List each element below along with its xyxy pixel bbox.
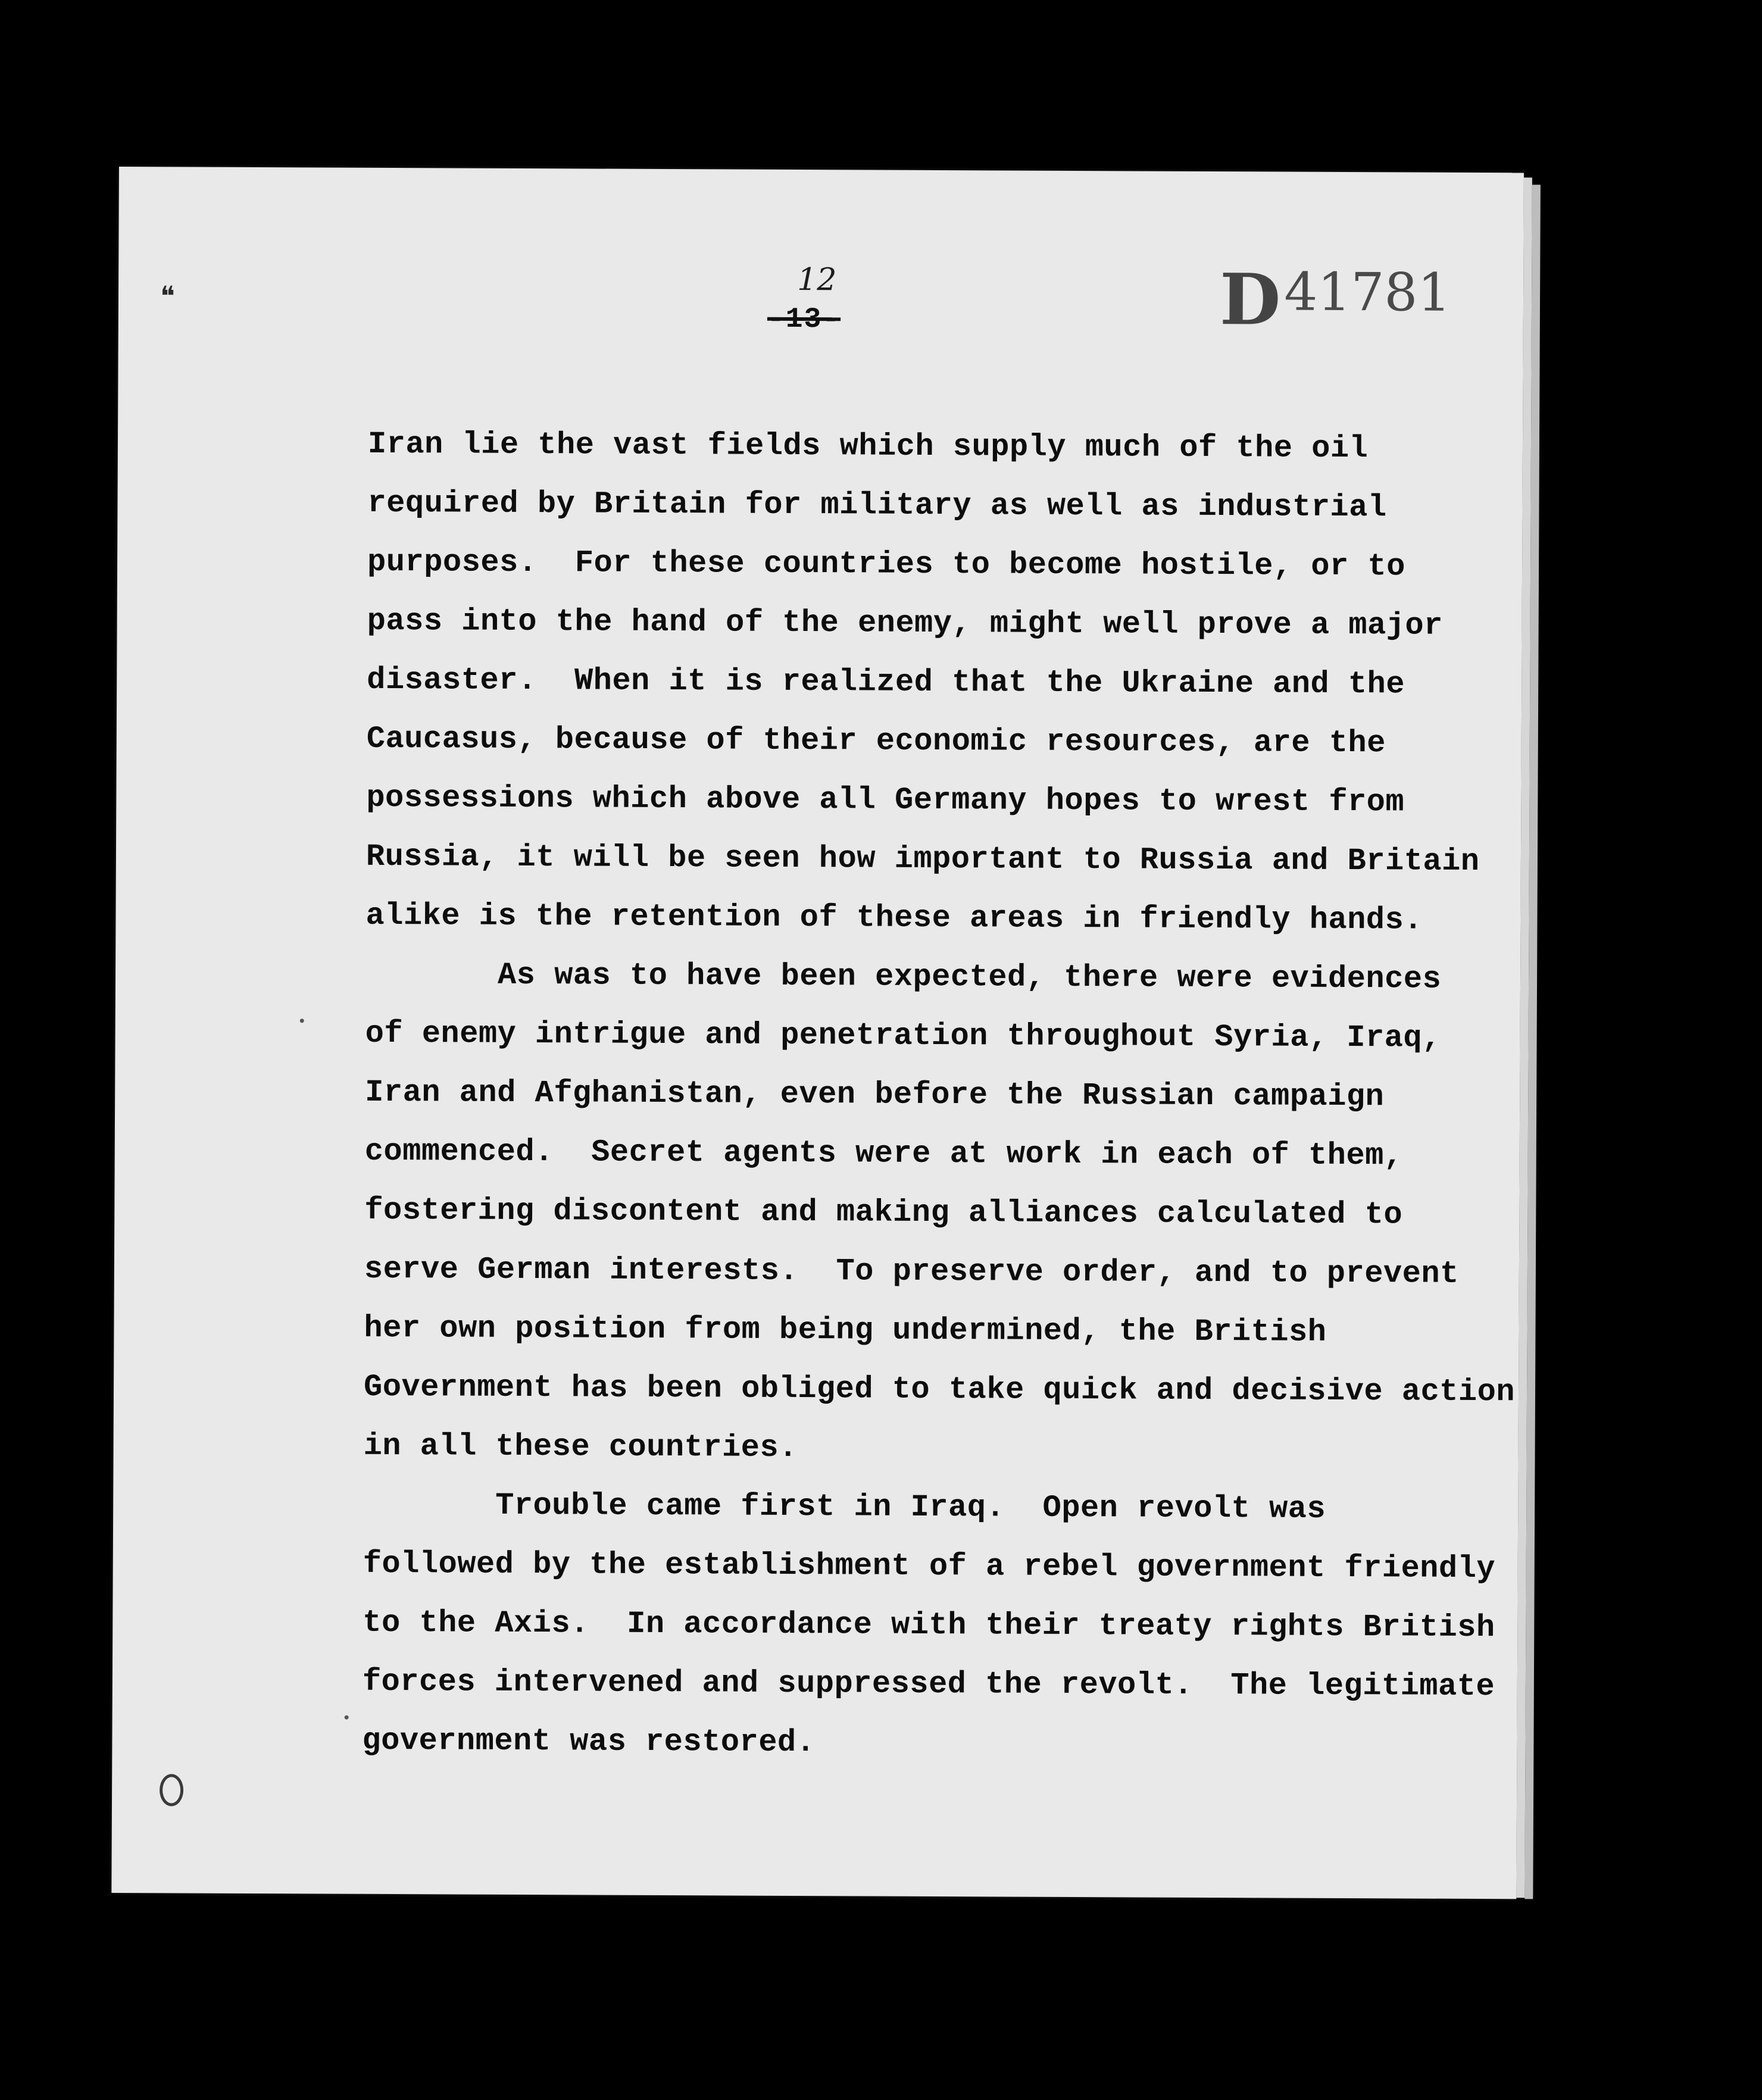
text-line: Iran and Afghanistan, even before the Russian campaign (365, 1074, 1385, 1115)
handwritten-page-mark: 12 (797, 261, 837, 298)
text-line: Trouble came first in Iraq. Open revolt was (363, 1487, 1326, 1527)
text-line: serve German interests. To preserve order, and to prevent (364, 1251, 1459, 1292)
ink-speck (300, 1018, 304, 1023)
text-line: followed by the establishment of a rebel government friendly (363, 1546, 1496, 1587)
text-line: pass into the hand of the enemy, might well prove a major (367, 603, 1443, 643)
text-line: Caucasus, because of their economic resources, are the (366, 721, 1386, 761)
text-line: to the Axis. In accordance with their treaty rights British (363, 1605, 1495, 1646)
ink-speck (345, 1715, 349, 1720)
text-line: government was restored. (362, 1723, 816, 1761)
document-body (362, 415, 1516, 1775)
text-line: Government has been obliged to take quick and decisive action (363, 1369, 1516, 1410)
text-line: in all these countries. (363, 1428, 798, 1465)
text-line: forces intervened and suppressed the revolt. The legitimate (362, 1664, 1495, 1705)
text-line: of enemy intrigue and penetration throughout Syria, Iraq, (365, 1015, 1441, 1056)
document-stamp-letter: D (1219, 258, 1281, 341)
punch-hole-top: ❝ (160, 280, 175, 312)
paragraph-3 (362, 1476, 1496, 1775)
punch-hole-bottom (160, 1774, 183, 1806)
text-line: fostering discontent and making alliances calculated to (364, 1192, 1403, 1233)
text-line: possessions which above all Germany hopes to wrest from (366, 780, 1405, 820)
text-line: purposes. For these countries to become hostile, or to (367, 544, 1405, 585)
paragraph-1 (365, 415, 1480, 950)
document-stamp (1220, 258, 1451, 342)
text-line: Russia, it will be seen how important to Russia and Britain (365, 839, 1480, 879)
document-page (111, 167, 1524, 1899)
text-line: required by Britain for military as well as industrial (367, 485, 1387, 526)
text-line: disaster. When it is realized that the Ukraine and the (367, 662, 1405, 702)
text-line: Iran lie the vast fields which supply much of the oil (367, 426, 1369, 467)
paragraph-2 (363, 945, 1516, 1480)
text-line: commenced. Secret agents were at work in each of them, (364, 1133, 1403, 1174)
text-line: her own position from being undermined, the British (364, 1310, 1327, 1350)
text-line: alike is the retention of these areas in friendly hands. (365, 898, 1423, 938)
text-line: As was to have been expected, there were evidences (365, 957, 1442, 997)
page-number: -13- (767, 303, 841, 336)
document-stamp-number: 41781 (1284, 261, 1451, 323)
